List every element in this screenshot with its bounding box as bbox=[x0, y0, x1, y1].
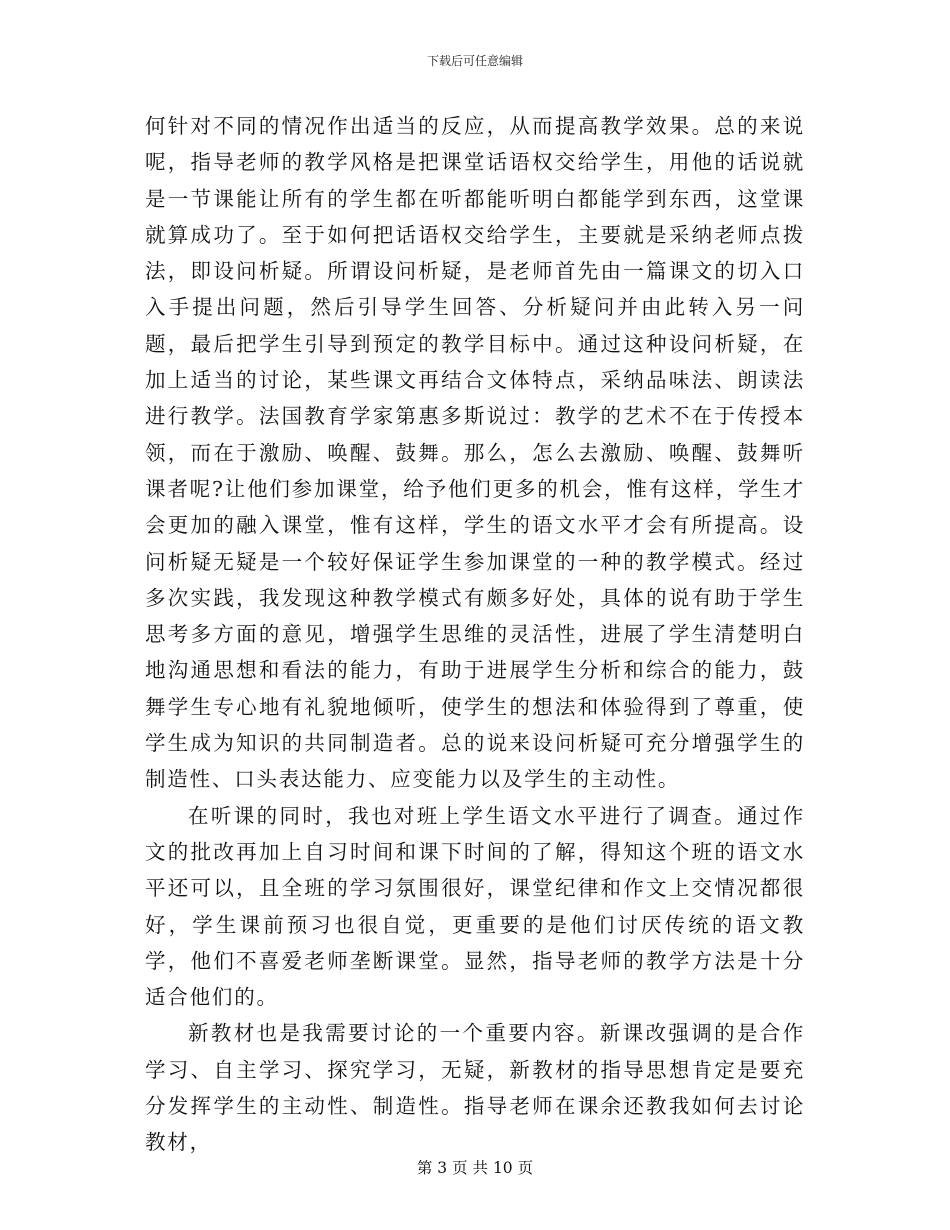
page-header: 下载后可任意编辑 bbox=[426, 54, 523, 68]
paragraph-2: 在听课的同时，我也对班上学生语文水平进行了调查。通过作文的批改再加上自习时间和课下时间的了解，得知这个班的语文水平还可以，且全班的学习氛围很好，课堂纪律和作文上交情况都很好，学生课前预习也很自觉，更重要的是他们讨厌传统的语文教学，他们不喜爱老师垄断课堂。显然，指导老师的教学方法是十分适合他们的。 bbox=[145, 803, 805, 1010]
paragraph-3: 新教材也是我需要讨论的一个重要内容。新课改强调的是合作学习、自主学习、探究学习，无疑，新教材的指导思想肯定是要充分发挥学生的主动性、制造性。指导老师在课余还教我如何去讨论教材， bbox=[145, 1021, 805, 1155]
paragraph-1: 何针对不同的情况作出适当的反应，从而提高教学效果。总的来说呢，指导老师的教学风格是把课堂话语权交给学生，用他的话说就是一节课能让所有的学生都在听都能听明白都能学到东西，这堂课就算成功了。至于如何把话语权交给学生，主要就是采纳老师点拨法，即设问析疑。所谓设问析疑，是老师首先由一篇课文的切入口入手提出问题，然后引导学生回答、分析疑问并由此转入另一问题，最后把学生引导到预定的教学目标中。通过这种设问析疑，在加上适当的讨论，某些课文再结合文体特点，采纳品味法、朗读法进行教学。法国教育学家第惠多斯说过：教学的艺术不在于传授本领，而在于激励、唤醒、鼓舞。那么，怎么去激励、唤醒、鼓舞听课者呢?让他们参加课堂，给予他们更多的机会，惟有这样，学生才会更加的融入课堂，惟有这样，学生的语文水平才会有所提高。设问析疑无疑是一个较好保证学生参加课堂的一种的教学模式。经过多次实践，我发现这种教学模式有颇多好处，具体的说有助于学生思考多方面的意见，增强学生思维的灵活性，进展了学生清楚明白地沟通思想和看法的能力，有助于进展学生分析和综合的能力，鼓舞学生专心地有礼貌地倾听，使学生的想法和体验得到了尊重，使学生成为知识的共同制造者。总的说来设问析疑可充分增强学生的制造性、口头表达能力、应变能力以及学生的主动性。 bbox=[145, 114, 805, 792]
page-number: 第 3 页 共 10 页 bbox=[416, 1159, 534, 1177]
document-body bbox=[145, 108, 805, 1161]
